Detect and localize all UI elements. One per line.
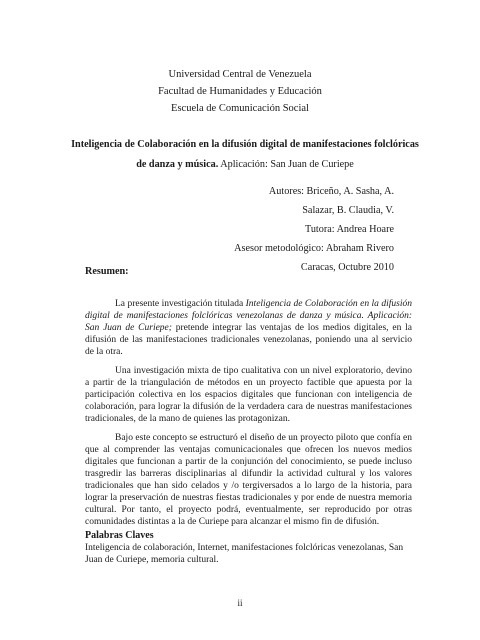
authors-line: Autores: Briceño, A. Sasha, A. <box>268 186 394 197</box>
abstract-text: pretende integrar las ventajas de los medios digitales, en la difusión de las manifestaciones tradicionales venezolanas, poniendo una al servicio de la otra. <box>85 323 412 357</box>
page-number: ii <box>237 598 243 608</box>
abstract-paragraph <box>85 298 412 358</box>
abstract-paragraph: Bajo este concepto se estructuró el diseño de un proyecto piloto que confía en que al comprender las ventajas comunicacionales que ofrecen los nuevos medios digitales que funcionan a partir de la conjunción del conocimiento, se puede incluso trasgredir las barreras disciplinarias al difundir la actividad cultural y los valores tradicionales que han sido celados y /o tergiversados a lo largo de la historia, para lograr la preservación de nuestras fiestas tradicionales y por ende de nuestra memoria cultural. Por tanto, el proyecto podrá, eventualmente, ser reproducido por otras comunidades distintas a la de Curiepe para alcanzar el mismo fin de difusión. <box>85 433 412 527</box>
keywords-heading: Palabras Claves <box>85 530 154 541</box>
advisor-line: Asesor metodológico: Abraham Rivero <box>234 243 394 254</box>
abstract-heading: Resumen: <box>85 266 129 277</box>
faculty-name: Facultad de Humanidades y Educación <box>158 86 322 97</box>
title-line-2-bold: de danza y música. <box>136 159 219 170</box>
thesis-title <box>70 135 420 175</box>
authors-block <box>234 182 394 277</box>
school-name: Escuela de Comunicación Social <box>171 103 309 114</box>
abstract-paragraph: Una investigación mixta de tipo cualitativa con un nivel exploratorio, devino a partir de la triangulación de métodos en un proyecto factible que apuesta por la participación colectiva en los espacios digitales que funcionan con inteligencia de colaboración, para lograr la difusión de la verdadera cara de nuestras manifestaciones tradicionales, de la mano de quienes las protagonizan. <box>85 366 412 424</box>
keywords-text: Inteligencia de colaboración, Internet, manifestaciones folclóricas venezolanas, San Juan de Curiepe, memoria cultural. <box>85 543 404 565</box>
abstract-body <box>85 298 412 535</box>
title-line-1: Inteligencia de Colaboración en la difusión digital de manifestaciones folclóricas <box>71 139 419 150</box>
place-date-line: Caracas, Octubre 2010 <box>300 262 394 273</box>
tutor-line: Tutora: Andrea Hoare <box>304 224 394 235</box>
title-line-2-subtitle: Aplicación: San Juan de Curiepe <box>218 159 354 170</box>
university-name: Universidad Central de Venezuela <box>168 69 312 80</box>
institution-header <box>0 66 480 117</box>
abstract-title-italic: Inteligencia de Colaboración en la difusión digital de manifestaciones folclóricas venezolanas de danza y música. Aplicación: San Juan de Curiepe; <box>85 299 412 333</box>
abstract-text: La presente investigación titulada <box>115 299 246 309</box>
authors-line: Salazar, B. Claudia, V. <box>302 205 394 216</box>
